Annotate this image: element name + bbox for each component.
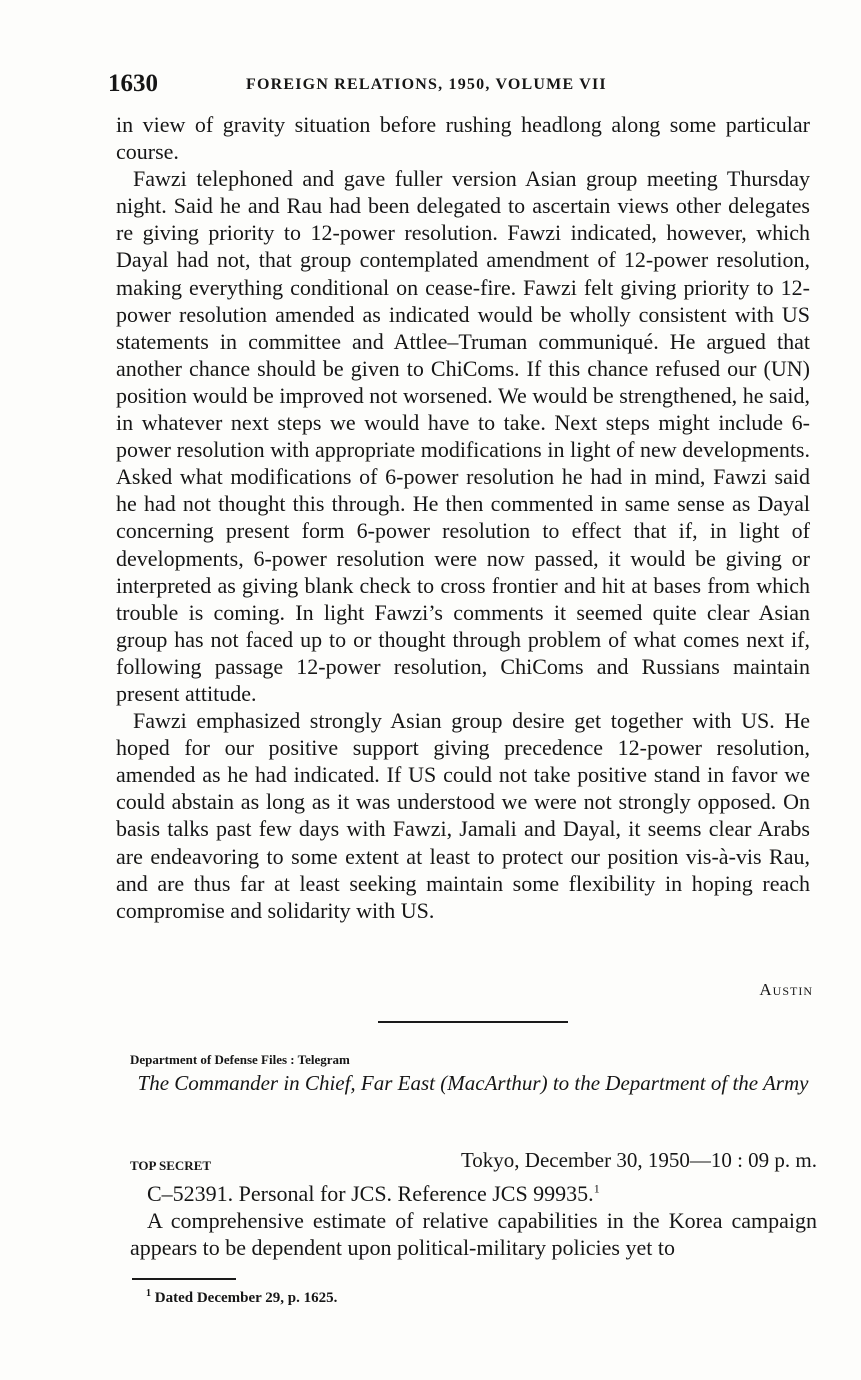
document-body xyxy=(130,1180,817,1261)
running-head: FOREIGN RELATIONS, 1950, VOLUME VII xyxy=(246,76,607,93)
telegram-body xyxy=(116,111,810,924)
document-source: Department of Defense Files : Telegram xyxy=(130,1052,350,1067)
reference-text: C–52391. Personal for JCS. Reference JCS 99935. xyxy=(147,1181,594,1206)
body-paragraph: in view of gravity situation before rushing headlong along some particular course. xyxy=(116,112,810,165)
footnote-reference: 1 xyxy=(593,1181,600,1196)
body-paragraph: A comprehensive estimate of relative capabilities in the Korea campaign appears to be dependent upon political-military policies yet to xyxy=(130,1208,817,1260)
dateline: Tokyo, December 30, 1950—10 : 09 p. m. xyxy=(460,1148,817,1172)
page-number: 1630 xyxy=(108,70,158,97)
section-divider xyxy=(378,1021,568,1023)
document-title: The Commander in Chief, Far East (MacArthur) to the Department of the Army xyxy=(137,1071,809,1095)
footnote-divider xyxy=(132,1278,236,1280)
page-header xyxy=(108,70,808,100)
footnote xyxy=(146,1290,337,1307)
body-paragraph: Fawzi telephoned and gave fuller version Asian group meeting Thursday night. Said he and Rau had been delegated to ascertain views other delegates re giving priority to 12-power resolution. Fawzi indicated, however, which Dayal had not, that group contemplated amendment of 12-power resolution, making everything conditional on cease-fire. Fawzi felt giving priority to 12-power resolution amended as indicated would be wholly consistent with US statements in committee and Attlee–Truman communiqué. He argued that another chance should be given to ChiComs. If this chance refused our (UN) position would be improved not worsened. We would be strengthened, he said, in whatever next steps we would have to take. Next steps might include 6-power resolution with appropriate modifications in light of new developments. Asked what modifications of 6-power resolution he had in mind, Fawzi said he had not thought this through. He then commented in same sense as Dayal concerning present form 6-power resolution to effect that if, in light of developments, 6-power resolution were now passed, it would be giving or interpreted as giving blank check to cross frontier and hit at bases from which trouble is coming. In light Fawzi’s comments it seemed quite clear Asian group has not faced up to or thought through problem of what comes next if, following passage 12-power resolution, ChiComs and Russians maintain present attitude. xyxy=(116,166,810,706)
classification-label: TOP SECRET xyxy=(130,1158,212,1173)
footnote-text: Dated December 29, p. 1625. xyxy=(154,1290,338,1306)
footnote-marker: 1 xyxy=(146,1288,151,1299)
body-paragraph xyxy=(130,1180,817,1207)
signature: Austin xyxy=(759,980,813,999)
body-paragraph: Fawzi emphasized strongly Asian group desire get together with US. He hoped for our positive support giving precedence 12-power resolution, amended as he had indicated. If US could not take positive stand in favor we could abstain as long as it was understood we were not strongly opposed. On basis talks past few days with Fawzi, Jamali and Dayal, it seems clear Arabs are endeavoring to some extent at least to protect our position vis-à-vis Rau, and are thus far at least seeking maintain some flexibility in hoping reach compromise and solidarity with US. xyxy=(116,708,810,923)
